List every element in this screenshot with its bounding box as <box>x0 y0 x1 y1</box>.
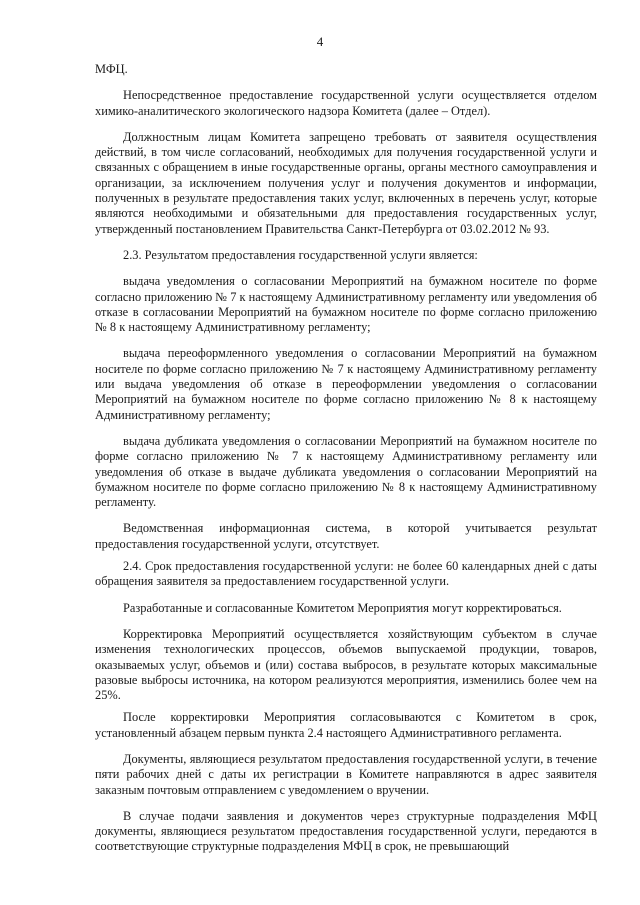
paragraph-5: выдача переоформленного уведомления о согласовании Мероприятий на бумажном носителе по форме согласно приложению № 7 к настоящему Административному регламенту или выдача уведомления об отказе в переоформлении уведомления о согласовании Мероприятий на бумажном носителе по форме согласно приложению № 8 к настоящему Административному регламенту; <box>95 346 597 422</box>
paragraph-7: Ведомственная информационная система, в которой учитывается результат предоставления государственной услуги, отсутствует. <box>95 521 597 551</box>
paragraph-10: Корректировка Мероприятий осуществляется хозяйствующим субъектом в случае изменения технологических процессов, объемов выпускаемой продукции, товаров, оказываемых услуг, объемов и (или) состава выбросов, в результате которых максимальные разовые выбросы источника, на котором реализуются мероприятия, изменились более чем на 25%. <box>95 626 597 703</box>
paragraph-13: В случае подачи заявления и документов через структурные подразделения МФЦ документы, являющиеся результатом предоставления государственной услуги, передаются в соответствующие структурные подразделения МФЦ в срок, не превышающий <box>95 808 597 854</box>
paragraph-2: Должностным лицам Комитета запрещено требовать от заявителя осуществления действий, в том числе согласований, необходимых для получения государственной услуги и связанных с обращением в иные государственные органы, органы местного самоуправления и организации, за исключением получения услуг и получения документов и информации, полученных в результате предоставления таких услуг, включенных в перечень услуг, которые являются необходимыми и обязательными для предоставления государственных услуг, утвержденный постановлением Правительства Санкт-Петербурга от 03.02.2012 № 93. <box>95 129 597 236</box>
paragraph-9: Разработанные и согласованные Комитетом Мероприятия могут корректироваться. <box>123 600 562 615</box>
paragraph-4: выдача уведомления о согласовании Мероприятий на бумажном носителе по форме согласно приложению № 7 к настоящему Административному регламенту или уведомления об отказе в согласовании Мероприятий на бумажном носителе по форме согласно приложению № 8 к настоящему Административному регламенту; <box>95 274 597 335</box>
document-body <box>95 62 597 855</box>
paragraph-0: МФЦ. <box>95 62 128 76</box>
paragraph-12: Документы, являющиеся результатом предоставления государственной услуги, в течение пяти рабочих дней с даты их регистрации в Комитете направляются в адрес заявителя заказным почтовым отправлением с уведомлением о вручении. <box>95 751 597 797</box>
paragraph-3: 2.3. Результатом предоставления государственной услуги является: <box>123 247 478 262</box>
paragraph-1: Непосредственное предоставление государственной услуги осуществляется отделом химико-аналитического экологического надзора Комитета (далее – Отдел). <box>95 88 597 118</box>
paragraph-8: 2.4. Срок предоставления государственной услуги: не более 60 календарных дней с даты обращения заявителя за предоставлением государственной услуги. <box>95 559 597 589</box>
page-number: 4 <box>316 34 324 49</box>
paragraph-11: После корректировки Мероприятия согласовываются с Комитетом в срок, установленный абзацем первым пункта 2.4 настоящего Административного регламента. <box>95 710 597 740</box>
paragraph-6: выдача дубликата уведомления о согласовании Мероприятий на бумажном носителе по форме согласно приложению № 7 к настоящему Административному регламенту или уведомления об отказе в выдаче дубликата уведомления о согласовании Мероприятий на бумажном носителе по форме согласно приложению № 8 к настоящему Административному регламенту. <box>95 433 597 510</box>
